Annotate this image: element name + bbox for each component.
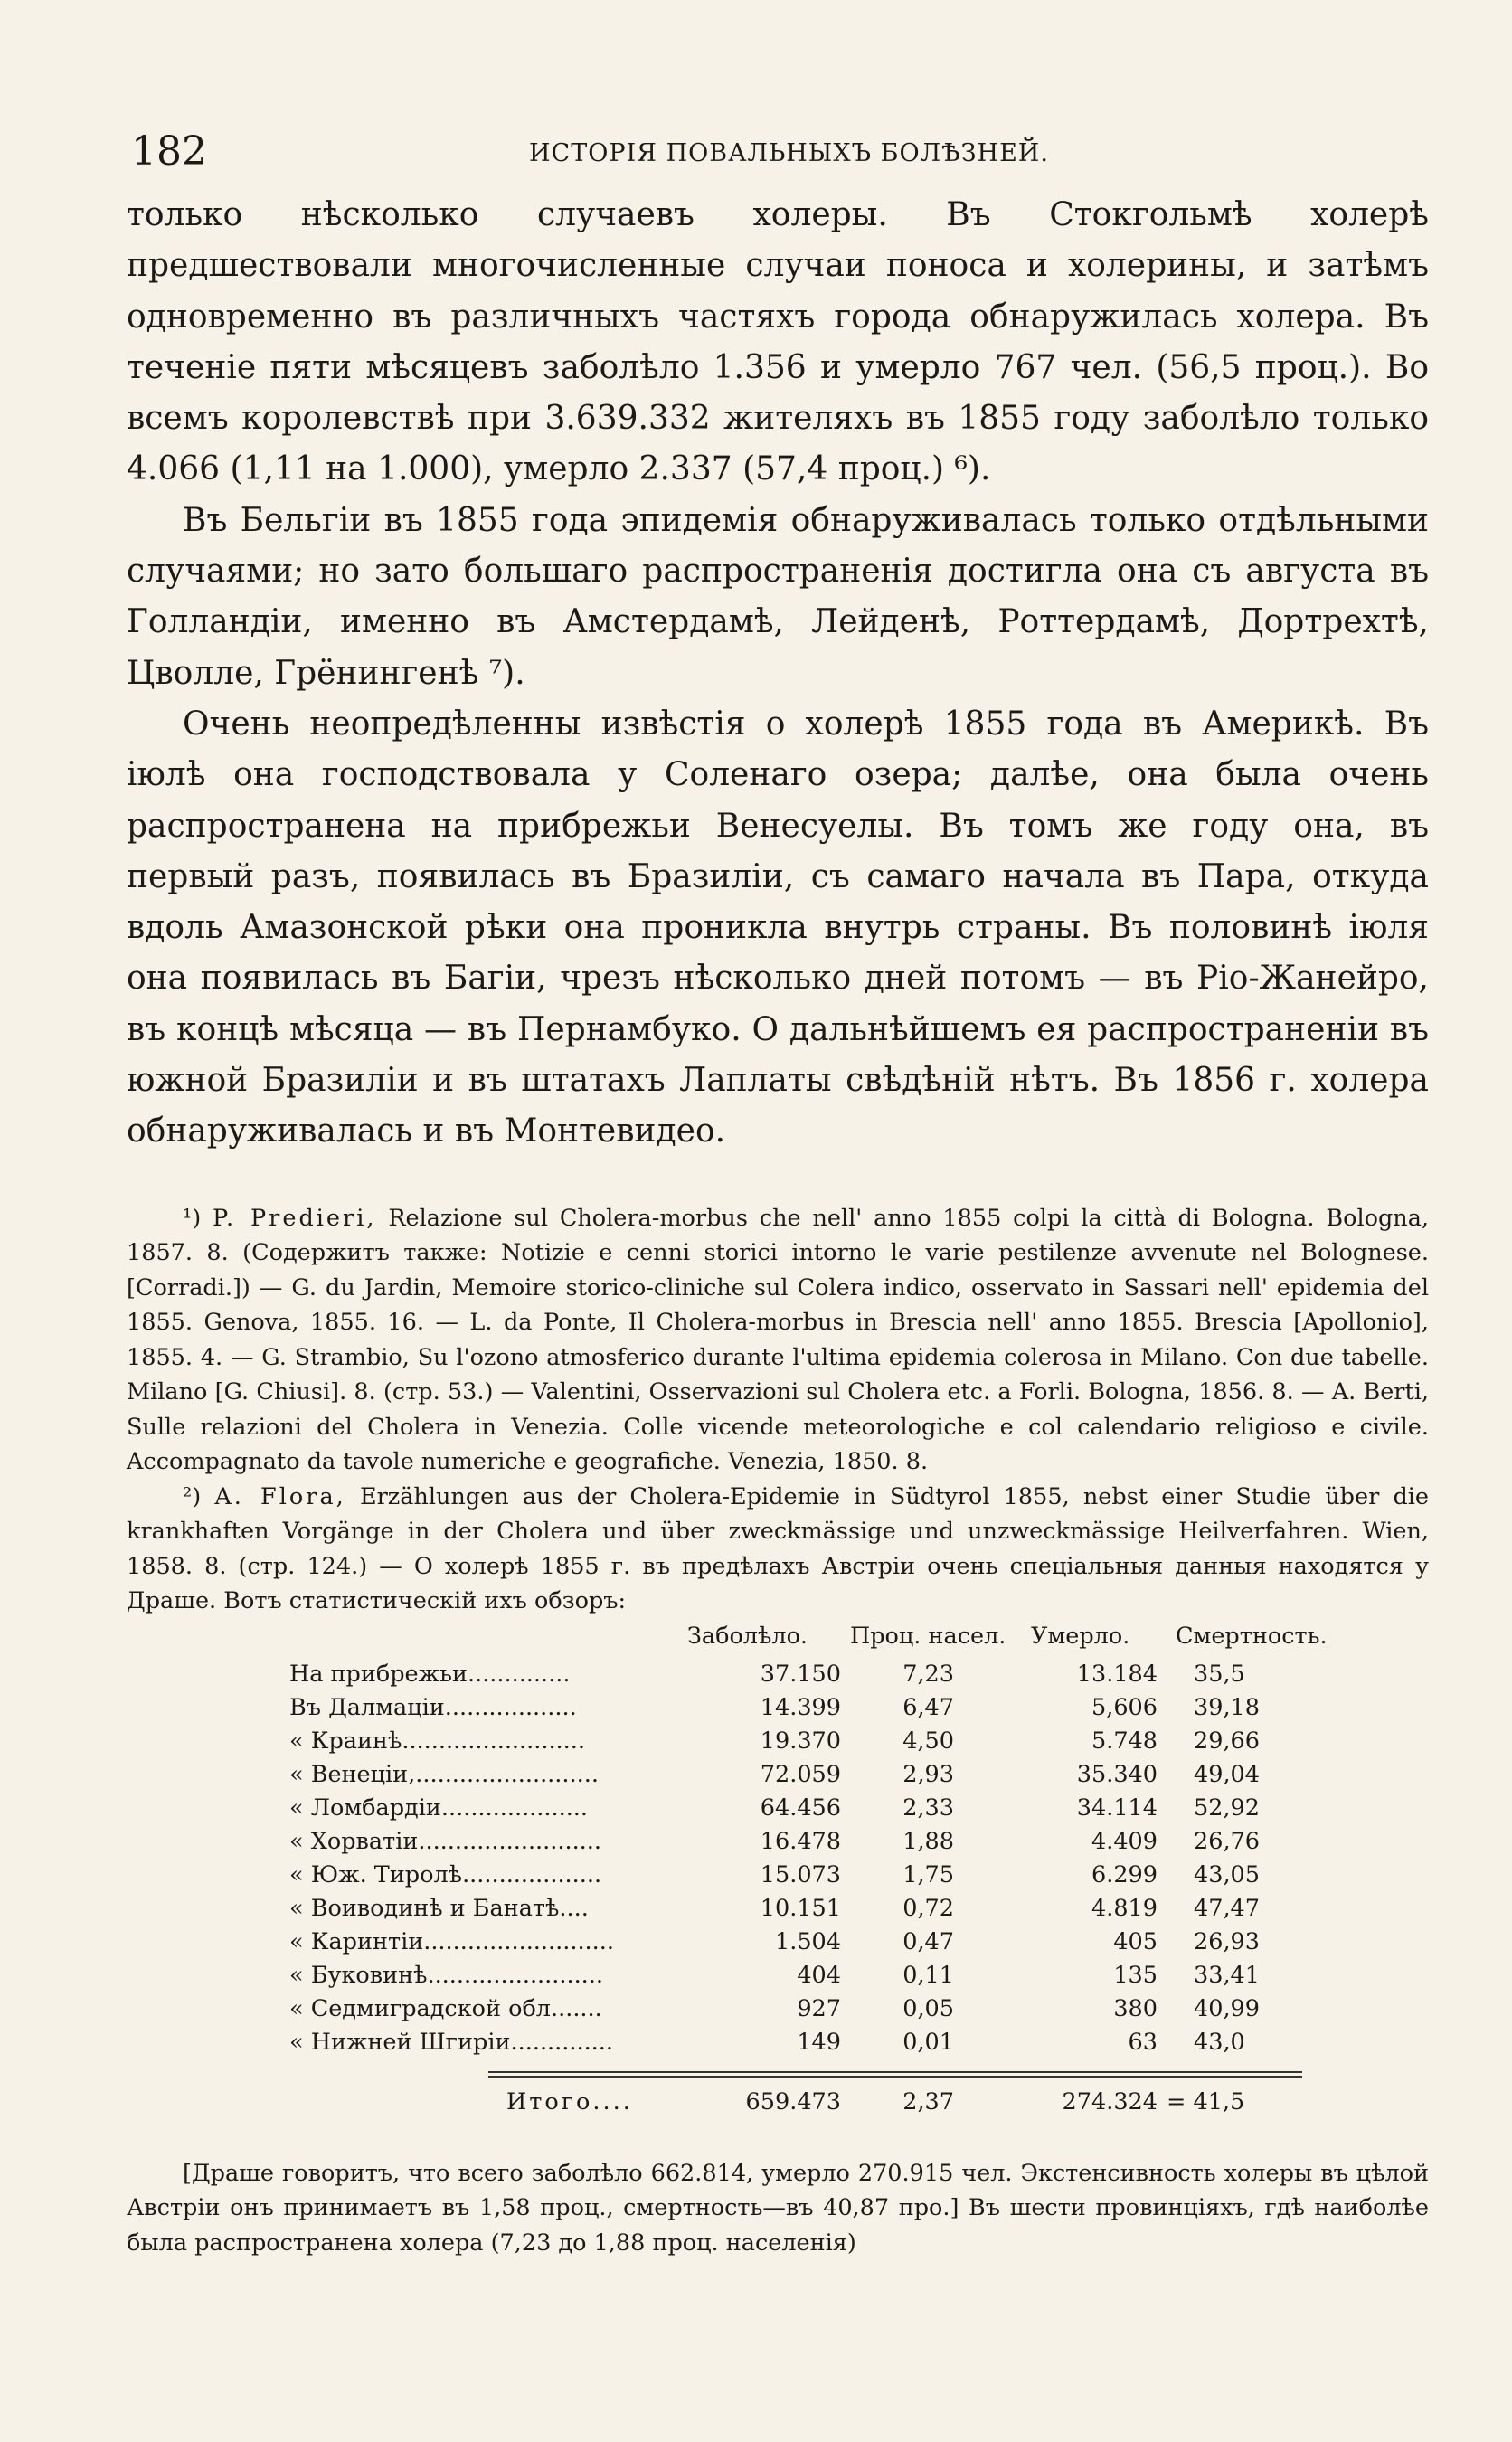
cell-mortality: 26,93: [1194, 1927, 1261, 1955]
cell-mortality: 43,05: [1194, 1860, 1261, 1888]
table-row: [127, 1895, 1429, 1928]
cell-mortality: 43,0: [1194, 2028, 1245, 2056]
column-header: Умерло.: [1031, 1622, 1130, 1650]
cell-sick: 927: [797, 1994, 841, 2022]
total-label: Итого....: [506, 2087, 633, 2115]
row-label: « Воиводинѣ и Банатѣ....: [289, 1894, 589, 1922]
row-label: « Каринтіи..........................: [289, 1927, 614, 1955]
cell-percent: 4,50: [902, 1727, 954, 1755]
total-mortality: = 41,5: [1167, 2087, 1245, 2115]
cell-mortality: 47,47: [1194, 1894, 1261, 1922]
total-percent: 2,37: [902, 2087, 954, 2115]
cell-sick: 64.456: [760, 1794, 841, 1822]
book-page: [127, 118, 1429, 2260]
cell-percent: 1,88: [902, 1827, 954, 1855]
table-row: [127, 1928, 1429, 1962]
cell-percent: 1,75: [902, 1860, 954, 1888]
cell-percent: 0,01: [902, 2028, 954, 2056]
cell-mortality: 49,04: [1194, 1760, 1261, 1788]
cell-sick: 14.399: [760, 1693, 841, 1721]
row-label: « Ломбардіи....................: [289, 1794, 589, 1822]
row-label: « Седмиградской обл.......: [289, 1994, 602, 2022]
page-header: [127, 118, 1429, 190]
table-row: [127, 1962, 1429, 1995]
cell-mortality: 26,76: [1194, 1827, 1261, 1855]
cell-mortality: 29,66: [1194, 1727, 1261, 1755]
cell-dead: 5,606: [1091, 1693, 1158, 1721]
column-header: Заболѣло.: [687, 1622, 808, 1650]
footnote-2: [127, 1480, 1429, 1619]
cell-sick: 72.059: [760, 1760, 841, 1788]
paragraph: только нѣсколько случаевъ холеры. Въ Стокгольмѣ холерѣ предшествовали многочисленные случаи поноса и холерины, и затѣмъ одновременно въ различныхъ частяхъ города обнаружилась холера. Въ теченіе пяти мѣсяцевъ заболѣло 1.356 и умерло 767 чел. (56,5 проц.). Во всемъ королевствѣ при 3.639.332 жителяхъ въ 1855 году заболѣло только 4.066 (1,11 на 1.000), умерло 2.337 (57,4 проц.) ⁶).: [127, 196, 1429, 488]
cell-percent: 0,05: [902, 1994, 954, 2022]
table-row: [127, 1995, 1429, 2029]
table-row: [127, 1661, 1429, 1694]
table-row: [127, 1727, 1429, 1761]
cell-percent: 0,72: [902, 1894, 954, 1922]
row-label: « Краинѣ.........................: [289, 1727, 585, 1755]
footnote-1: [127, 1201, 1429, 1480]
table-rule: [488, 2071, 1302, 2073]
cell-dead: 135: [1113, 1961, 1158, 1989]
footnote-author: P. Predieri,: [213, 1204, 377, 1232]
table-row: [127, 1761, 1429, 1794]
footnote-marker: ²): [183, 1482, 202, 1510]
cell-sick: 1.504: [774, 1927, 841, 1955]
cell-dead: 35.340: [1076, 1760, 1158, 1788]
cell-dead: 63: [1128, 2028, 1158, 2056]
row-label: « Юж. Тиролѣ...................: [289, 1860, 602, 1888]
table-row: [127, 1694, 1429, 1727]
cell-mortality: 40,99: [1194, 1994, 1261, 2022]
cell-sick: 16.478: [760, 1827, 841, 1855]
footnote-text: Relazione sul Cholera-morbus che nell' anno 1855 colpi la città di Bologna. Bologna, 1857. 8. (Содержитъ также: Notizie e cenni storici intorno le varie pestilenze avvenute nel Bolognese. [Corradi.]) — G. du Jardin, Memoire storico-cliniche sul Colera indico, osservato in Sassari nell' epidemia del 1855. Genova, 1855. 16. — L. da Ponte, Il Cholera-morbus in Brescia nell' anno 1855. Brescia [Apollonio], 1855. 4. — G. Strambio, Su l'ozono atmosferico durante l'ultima epidemia colerosa in Milano. Con due tabelle. Milano [G. Chiusi]. 8. (стр. 53.) — Valentini, Osservazioni sul Cholera etc. a Forli. Bologna, 1856. 8. — A. Berti, Sulle relazioni del Cholera in Venezia. Colle vicende meteorologiche e col calendario religioso e civile. Accompagnato da tavole numeriche e geografiche. Venezia, 1850. 8.: [127, 1204, 1430, 1476]
row-label: « Нижней Шгиріи..............: [289, 2028, 613, 2056]
cell-sick: 37.150: [760, 1660, 841, 1688]
cell-percent: 6,47: [902, 1693, 954, 1721]
cell-mortality: 33,41: [1194, 1961, 1261, 1989]
main-text: [127, 190, 1429, 1158]
table-row: [127, 1861, 1429, 1895]
column-header: Проц. насел.: [850, 1622, 1006, 1650]
footnote-text: Erzählungen aus der Cholera-Epidemie in Südtyrol 1855, nebst einer Studie über die krankhaften Vorgänge in der Cholera und über zweckmässige und unzweckmässige Heilverfahren. Wien, 1858. 8. (стр. 124.) — О холерѣ 1855 г. въ предѣлахъ Австріи очень спеціальныя данныя находятся у Драше. Вотъ статистическій ихъ обзоръ:: [127, 1482, 1430, 1615]
cell-dead: 4.819: [1091, 1894, 1158, 1922]
cell-percent: 2,93: [902, 1760, 954, 1788]
row-label: « Хорватіи.........................: [289, 1827, 601, 1855]
cell-dead: 380: [1113, 1994, 1158, 2022]
cell-sick: 10.151: [760, 1894, 841, 1922]
cell-sick: 149: [797, 2028, 841, 2056]
running-title: ИСТОРІЯ ПОВАЛЬНЫХЪ БОЛѢЗНЕЙ.: [529, 139, 1049, 167]
cell-dead: 34.114: [1076, 1794, 1158, 1822]
row-label: Въ Далмаціи..................: [289, 1693, 577, 1721]
statistics-table: [127, 1623, 1429, 2156]
cell-mortality: 35,5: [1194, 1660, 1245, 1688]
table-total-row: [127, 2088, 1429, 2122]
paragraph: Очень неопредѣленны извѣстія о холерѣ 1855 года въ Америкѣ. Въ іюлѣ она господствовала у Соленаго озера; далѣе, она была очень распространена на прибрежьи Венесуелы. Въ томъ же году она, въ первый разъ, появилась въ Бразиліи, съ самаго начала въ Пара, откуда вдоль Амазонской рѣки она проникла внутрь страны. Въ половинѣ іюля она появилась въ Багіи, чрезъ нѣсколько дней потомъ — въ Ріо-Жанейро, въ концѣ мѣсяца — въ Пернамбуко. О дальнѣйшемъ ея распространеніи въ южной Бразиліи и въ штатахъ Лаплаты свѣдѣній нѣтъ. Въ 1856 г. холера обнаруживалась и въ Монтевидео.: [127, 705, 1429, 1150]
closing-paragraph: [Драше говоритъ, что всего заболѣло 662.814, умерло 270.915 чел. Экстенсивность холеры въ цѣлой Австріи онъ принимаетъ въ 1,58 проц., смертность—въ 40,87 про.] Въ шести провинціяхъ, гдѣ наиболѣе была распространена холера (7,23 до 1,88 проц. населенія): [127, 2159, 1429, 2257]
row-label: « Буковинѣ........................: [289, 1961, 604, 1989]
column-header: Смертность.: [1176, 1622, 1328, 1650]
cell-dead: 5.748: [1091, 1727, 1158, 1755]
page-number: 182: [131, 128, 207, 175]
footnotes: [127, 1201, 1429, 1619]
cell-dead: 4.409: [1091, 1827, 1158, 1855]
cell-percent: 7,23: [902, 1660, 954, 1688]
cell-percent: 0,47: [902, 1927, 954, 1955]
cell-mortality: 52,92: [1194, 1794, 1261, 1822]
row-label: На прибрежьи..............: [289, 1660, 571, 1688]
footnote-marker: ¹): [183, 1204, 202, 1232]
cell-percent: 0,11: [902, 1961, 954, 1989]
cell-mortality: 39,18: [1194, 1693, 1261, 1721]
table-rule: [488, 2076, 1302, 2078]
cell-percent: 2,33: [902, 1794, 954, 1822]
paragraph: Въ Бельгіи въ 1855 года эпидемія обнаруживалась только отдѣльными случаями; но зато большаго распространенія достигла она съ августа въ Голландіи, именно въ Амстердамѣ, Лейденѣ, Роттердамѣ, Дортрехтѣ, Цволле, Грёнингенѣ ⁷).: [127, 501, 1429, 692]
total-dead: 274.324: [1062, 2087, 1158, 2115]
cell-dead: 405: [1113, 1927, 1158, 1955]
table-row: [127, 1794, 1429, 1828]
table-row: [127, 1828, 1429, 1861]
cell-dead: 13.184: [1076, 1660, 1158, 1688]
total-sick: 659.473: [745, 2087, 841, 2115]
table-row: [127, 2029, 1429, 2062]
cell-dead: 6.299: [1091, 1860, 1158, 1888]
cell-sick: 404: [797, 1961, 841, 1989]
cell-sick: 15.073: [760, 1860, 841, 1888]
cell-sick: 19.370: [760, 1727, 841, 1755]
footnote-author: A. Flora,: [214, 1482, 346, 1510]
row-label: « Венеціи,.........................: [289, 1760, 599, 1788]
